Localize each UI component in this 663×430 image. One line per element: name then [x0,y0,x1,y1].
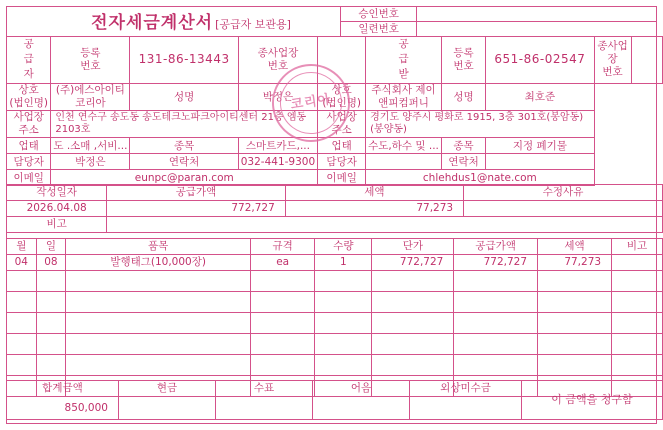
col-product: 품목 [66,239,251,255]
supplier-type-label: 업태 [7,138,51,154]
supplier-tel-label: 연락처 [130,154,238,170]
table-row [7,201,663,217]
approval-no-value [417,7,657,22]
supplier-tel: 032-441-9300 [238,154,317,170]
supplier-email: eunpc@paran.com [51,170,318,186]
write-date-label: 작성일자 [7,185,107,201]
supplier-address: 인천 연수구 송도동 송도테크노파크아이티센터 21층 엠동 2103호 [51,110,318,137]
claim-text: 이 금액을 청구함 [521,381,662,420]
buyer-email-label: 이메일 [318,170,366,186]
col-supply: 공급가액 [454,239,538,255]
supplier-name: (주)에스아이티 코리아 [51,83,130,110]
check-value [215,397,312,420]
col-day: 일 [36,239,66,255]
write-date-value: 2026.04.08 [7,201,107,217]
total-amount-label: 합계금액 [7,381,119,397]
buyer-tel-label: 연락처 [441,154,485,170]
item-product: 발행태그(10,000장) [66,255,251,271]
buyer-tel [486,154,594,170]
note-value [313,397,410,420]
cash-label: 현금 [118,381,215,397]
supplier-side-label [7,37,51,84]
buyer-reg-no: 651-86-02547 [486,37,594,84]
col-tax: 세액 [538,239,612,255]
title-block [46,8,336,34]
supplier-side-char-2: 급 [23,53,34,66]
serial-no-label: 일련번호 [341,22,417,37]
supply-amount-value: 772,727 [107,201,285,217]
party-table [6,36,663,186]
credit-label: 외상미수금 [410,381,522,397]
page-title-sub: [공급자 보관용] [215,18,291,31]
remark-label: 비고 [7,217,107,233]
buyer-biz-place-label: 종사업장 번호 [594,37,631,84]
table-row [7,292,663,313]
buyer-reg-no-label: 등록 번호 [441,37,485,84]
table-row [7,381,663,397]
summary-table [6,184,663,233]
table-row [341,22,657,37]
supplier-type: 도 .소매 ,서비... [51,138,130,154]
correction-reason-value [464,201,663,217]
item-qty: 1 [315,255,372,271]
supplier-email-label: 이메일 [7,170,51,186]
table-header-row [7,239,663,255]
buyer-name: 주식회사 제이 앤피컴퍼니 [366,83,442,110]
supplier-charge-label: 담당자 [7,154,51,170]
table-row [7,185,663,201]
supplier-side-char-3: 자 [23,68,34,81]
header-meta-table [340,6,657,37]
buyer-type: 수도,하수 및 ... [366,138,442,154]
buyer-ceo-label: 성명 [441,83,485,110]
supplier-ceo-label: 성명 [130,83,238,110]
correction-reason-label: 수정사유 [464,185,663,201]
cash-value [118,397,215,420]
remark-value [107,217,663,233]
buyer-address: 경기도 양주시 평화로 1915, 3층 301호(봉암동) (봉양동) [366,110,594,137]
col-qty: 수량 [315,239,372,255]
buyer-address-label: 사업장 주소 [318,110,366,137]
note-label: 어음 [313,381,410,397]
item-month: 04 [7,255,37,271]
table-row [7,154,663,170]
item-unit-price: 772,727 [372,255,454,271]
buyer-side-label: 공 급 받 [366,37,442,84]
supplier-ceo: 박정은 [238,83,317,110]
supplier-item: 스마트카드,... [238,138,317,154]
col-month: 월 [7,239,37,255]
table-row [7,271,663,292]
buyer-charge-label: 담당자 [318,154,366,170]
line-items-table [6,238,663,397]
document-header [6,6,657,36]
table-row [341,7,657,22]
supplier-address-label: 사업장 주소 [7,110,51,137]
buyer-biz-place-no [631,37,662,84]
supplier-charge: 박정은 [51,154,130,170]
buyer-item: 지정 폐기물 [486,138,594,154]
col-spec: 규격 [251,239,315,255]
col-unit-price: 단가 [372,239,454,255]
buyer-item-label: 종목 [441,138,485,154]
buyer-name-label: 상호 (법인명) [318,83,366,110]
buyer-type-label: 업태 [318,138,366,154]
check-label: 수표 [215,381,312,397]
credit-value [410,397,522,420]
supplier-reg-no: 131-86-13443 [130,37,238,84]
serial-no-value [417,22,657,37]
item-day: 08 [36,255,66,271]
company-seal-text: 코리아 [289,92,333,113]
table-row [7,217,663,233]
table-row [7,334,663,355]
item-supply: 772,727 [454,255,538,271]
buyer-charge [366,154,442,170]
tax-amount-value: 77,273 [285,201,463,217]
tax-amount-label: 세액 [285,185,463,201]
totals-table [6,380,663,420]
buyer-ceo: 최호준 [486,83,594,110]
item-tax: 77,273 [538,255,612,271]
supplier-biz-place-no [318,37,366,84]
table-row [7,255,663,271]
supplier-reg-no-label: 등록 번호 [51,37,130,84]
buyer-email: chlehdus1@nate.com [366,170,594,186]
supplier-item-label: 종목 [130,138,238,154]
supplier-biz-place-label: 종사업장 번호 [238,37,317,84]
table-row [7,313,663,334]
table-row [7,138,663,154]
supplier-side-char-1: 공 [23,38,34,50]
table-row [7,355,663,376]
col-note: 비고 [612,239,663,255]
page-title: 전자세금계산서 [91,13,214,33]
supplier-name-label: 상호 (법인명) [7,83,51,110]
approval-no-label: 승인번호 [341,7,417,22]
item-spec: ea [251,255,315,271]
supply-amount-label: 공급가액 [107,185,285,201]
total-amount-value: 850,000 [7,397,119,420]
item-note [612,255,663,271]
